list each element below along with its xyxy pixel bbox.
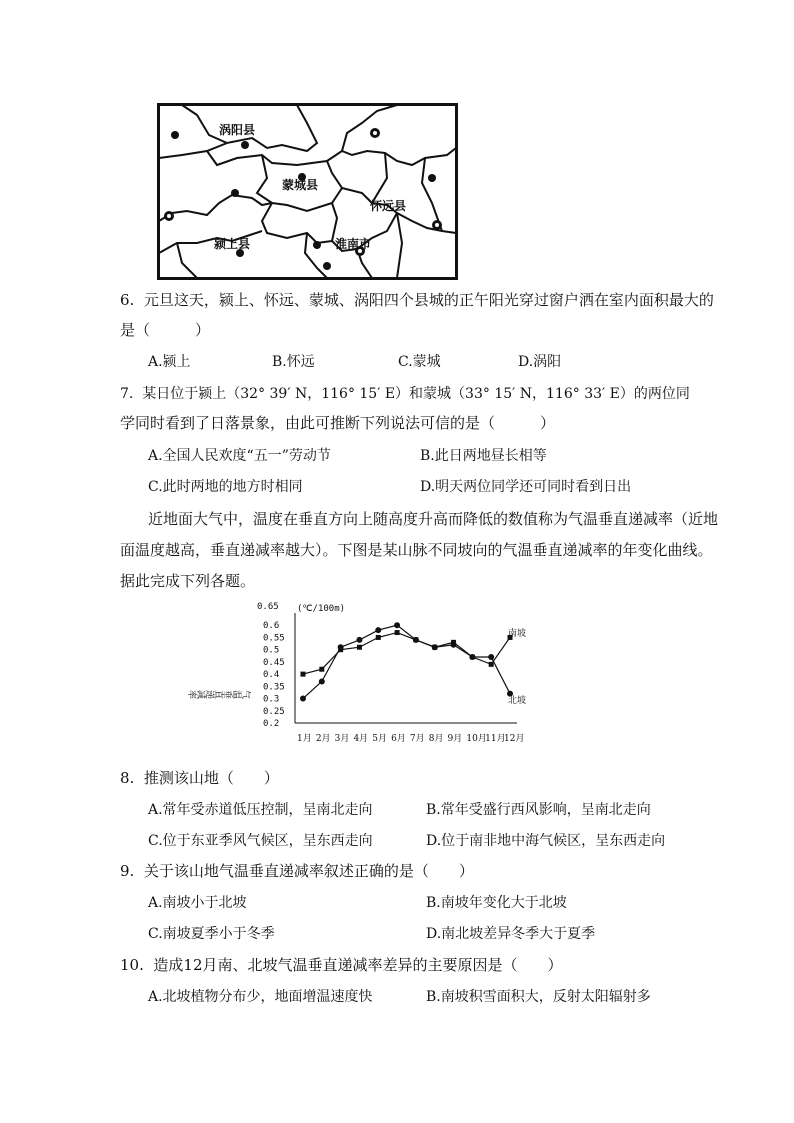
map-label-yingshang: 颍上县: [214, 237, 251, 251]
data-point-0-5: [395, 630, 400, 635]
q7-option-d: D.明天两位同学还可同时看到日出: [420, 479, 632, 495]
question-number: 10.: [120, 956, 144, 974]
y-tick-label: 0.45: [263, 657, 285, 668]
data-point-1-9: [469, 654, 475, 660]
question-6-line1: [120, 290, 714, 310]
question-8-line1: [120, 768, 279, 788]
question-stem: 元旦这天，颍上、怀远、蒙城、涡阳四个县城的正午阳光穿过窗户洒在室内面积最大的: [143, 291, 714, 309]
data-point-1-0: [300, 696, 306, 702]
question-number: 6.: [120, 291, 135, 309]
y-tick-0.65: 0.65: [257, 602, 279, 612]
y-tick-label: 0.5: [263, 645, 280, 656]
data-point-1-10: [488, 654, 494, 660]
legend-south-slope: 南坡: [508, 629, 527, 639]
series-lines: [303, 625, 510, 698]
x-tick-label: 10月: [466, 734, 487, 744]
q9-option-d: D.南北坡差异冬季大于夏季: [426, 926, 596, 942]
y-axis-label: 气温垂直递减率: [188, 688, 251, 698]
x-tick-label: 2月: [315, 734, 331, 744]
legend-north-slope: 北坡: [508, 696, 527, 706]
x-tick-label: 12月: [504, 734, 525, 744]
q6-option-b: B.怀远: [272, 354, 315, 370]
y-axis-ticks: [263, 621, 285, 729]
question-stem: 关于该山地气温垂直递减率叙述正确的是（ ）: [143, 862, 474, 880]
data-point-1-2: [338, 644, 344, 650]
question-number: 7.: [120, 386, 134, 402]
y-tick-label: 0.3: [263, 694, 280, 705]
q10-option-a: A.北坡植物分布少，地面增温速度快: [148, 989, 373, 1005]
intro-line3: 据此完成下列各题。: [120, 572, 256, 590]
question-9-line1: [120, 861, 474, 881]
question-10-line1: [120, 955, 563, 975]
chart-unit-label: (℃/100m): [297, 604, 346, 614]
intro-line1: 近地面大气中，温度在垂直方向上随高度升高而降低的数值称为气温垂直递减率（近地: [148, 510, 719, 528]
x-tick-label: 3月: [334, 734, 350, 744]
q9-option-b: B.南坡年变化大于北坡: [426, 895, 567, 911]
data-point-1-1: [319, 678, 325, 684]
data-point-1-3: [356, 637, 362, 643]
data-point-0-4: [376, 635, 381, 640]
y-tick-label: 0.6: [263, 621, 280, 632]
question-number: 9.: [120, 862, 135, 880]
y-tick-label: 0.4: [263, 670, 280, 681]
q7-option-b: B.此日两地昼长相等: [420, 448, 547, 464]
county-map: [157, 103, 458, 280]
q6-option-c: C.蒙城: [398, 354, 441, 370]
q9-option-a: A.南坡小于北坡: [148, 895, 247, 911]
data-point-1-5: [394, 622, 400, 628]
y-tick-label: 0.35: [263, 682, 285, 693]
x-tick-label: 9月: [447, 734, 463, 744]
lapse-rate-chart: [188, 602, 530, 758]
q7-option-a: A.全国人民欢度“五一”劳动节: [148, 448, 331, 464]
x-tick-label: 8月: [428, 734, 444, 744]
data-point-0-3: [357, 645, 362, 650]
q9-option-c: C.南坡夏季小于冬季: [148, 926, 275, 942]
data-point-1-4: [375, 627, 381, 633]
intro-line2: 面温度越高，垂直递减率越大）。下图是某山脉不同坡向的气温垂直递减率的年变化曲线。: [120, 541, 713, 559]
question-7-line2: 学同时看到了日落景象，由此可推断下列说法可信的是（ ）: [120, 414, 556, 432]
question-stem: 推测该山地（ ）: [143, 769, 279, 787]
q6-option-a: A.颍上: [148, 354, 191, 370]
x-tick-label: 11月: [485, 734, 506, 744]
q8-option-c: C.位于东亚季风气候区，呈东西走向: [148, 833, 373, 849]
x-axis-ticks: [297, 733, 524, 744]
question-6-line2: 是（ ）: [120, 321, 211, 339]
y-tick-label: 0.25: [263, 706, 285, 717]
q6-option-d: D.涡阳: [518, 354, 562, 370]
q7-option-c: C.此时两地的地方时相同: [148, 479, 303, 495]
data-point-0-1: [319, 667, 324, 672]
question-stem: 造成12月南、北坡气温垂直递减率差异的主要原因是（ ）: [153, 956, 563, 974]
y-tick-label: 0.2: [263, 719, 280, 729]
q10-option-b: B.南坡积雪面积大，反射太阳辐射多: [426, 989, 651, 1005]
x-tick-label: 6月: [391, 734, 406, 744]
data-point-0-10: [489, 662, 494, 667]
map-label-guoyang: 涡阳县: [219, 123, 256, 137]
question-number: 8.: [120, 769, 135, 787]
data-point-0-0: [301, 672, 306, 677]
x-tick-label: 5月: [372, 734, 388, 744]
question-7-line1: [120, 384, 690, 404]
q8-option-a: A.常年受赤道低压控制，呈南北走向: [148, 802, 373, 818]
data-point-1-7: [432, 644, 438, 650]
x-tick-label: 4月: [353, 734, 369, 744]
map-label-huaiyuan: 怀远县: [370, 199, 407, 213]
x-tick-label: 7月: [409, 734, 425, 744]
data-point-1-8: [451, 642, 457, 648]
q8-option-d: D.位于南非地中海气候区，呈东西走向: [426, 833, 666, 849]
data-point-1-6: [413, 637, 419, 643]
q8-option-b: B.常年受盛行西风影响，呈南北走向: [426, 802, 651, 818]
series-line-0: [303, 633, 510, 675]
question-stem: 某日位于颍上（32° 39′ N，116° 15′ E）和蒙城（33° 15′ N，116° 33′ E）的两位同: [142, 386, 690, 402]
y-tick-label: 0.55: [263, 633, 285, 644]
map-label-mengcheng: 蒙城县: [282, 178, 319, 192]
x-tick-label: 1月: [297, 734, 312, 744]
map-label-huainan: 淮南市: [335, 237, 372, 251]
